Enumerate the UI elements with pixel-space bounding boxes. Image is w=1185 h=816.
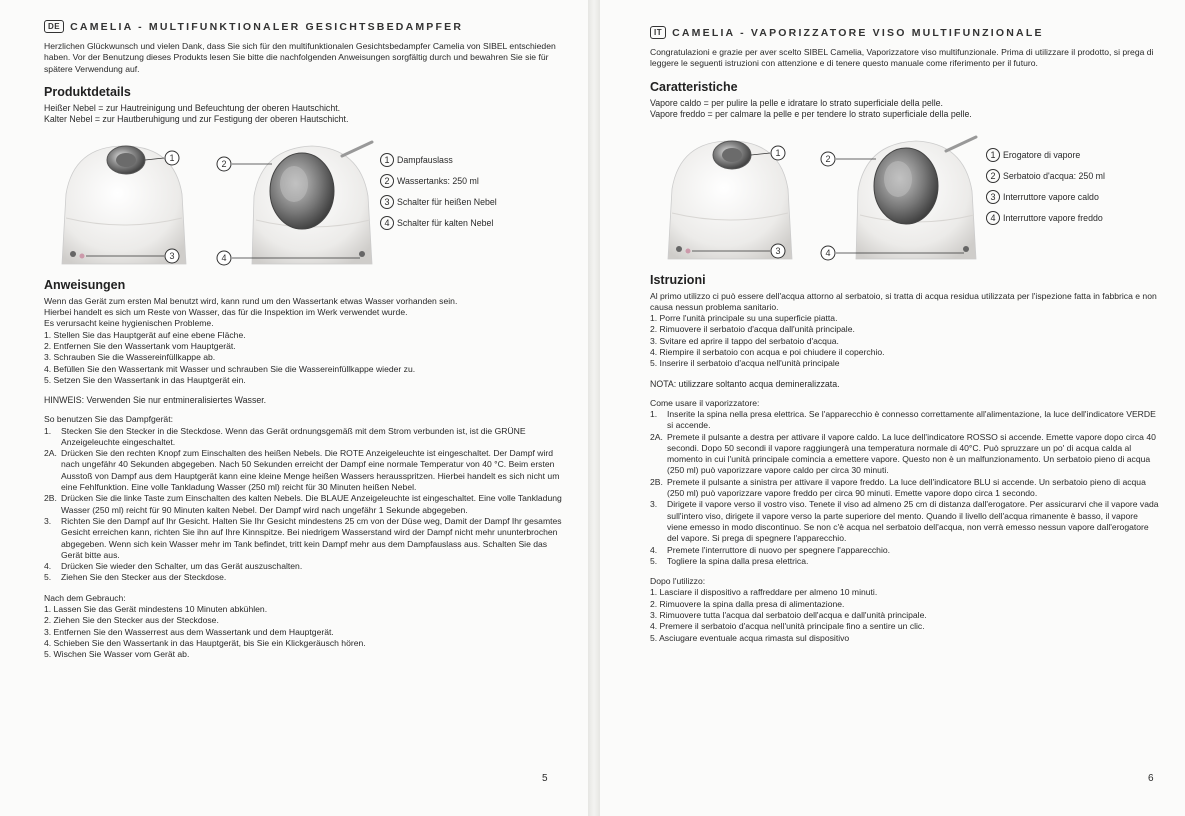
list-item: 4. Schieben Sie den Wassertank in das Hauptgerät, bis Sie ein Klickgeräusch hören. — [44, 637, 366, 648]
legend-item: 2 Wassertanks: 250 ml — [380, 171, 497, 192]
list-item: 1. Lasciare il dispositivo a raffreddare per almeno 10 minuti. — [650, 587, 878, 598]
list-item: 2. Rimuovere la spina dalla presa di alimentazione. — [650, 598, 845, 609]
product-figure — [44, 136, 562, 268]
note-text: NOTA: utilizzare soltanto acqua demineralizzata. — [650, 378, 840, 389]
legend-item: 4 Schalter für kalten Nebel — [380, 213, 497, 234]
callout-number: 2 — [825, 153, 831, 164]
list-item: 5. Wischen Sie Wasser vom Gerät ab. — [44, 649, 190, 660]
list-item: 5. Inserire il serbatoio d'acqua nell'unità principale — [650, 358, 840, 369]
device-front-image — [650, 131, 810, 263]
legend-item: 3 Schalter für heißen Nebel — [380, 192, 497, 213]
device-side-image — [816, 131, 991, 263]
legend-item: 4 Interruttore vapore freddo — [986, 208, 1105, 229]
list-item: 5. Ziehen Sie den Stecker aus der Steckdose. — [44, 572, 227, 583]
title-text: CAMELIA - MULTIFUNKTIONALER GESICHTSBEDAMPFER — [70, 20, 464, 33]
device-front-image — [44, 136, 204, 268]
list-item: 1. Stellen Sie das Hauptgerät auf eine ebene Fläche. — [44, 329, 246, 340]
after-use-heading: Nach dem Gebrauch: — [44, 592, 126, 603]
usage-heading: So benutzen Sie das Dampfgerät: — [44, 414, 173, 425]
page-german — [0, 0, 588, 816]
after-use-heading: Dopo l'utilizzo: — [650, 576, 706, 587]
list-item: 3. Svitare ed aprire il tappo del serbatoio d'acqua. — [650, 335, 839, 346]
usage-steps — [650, 409, 1159, 567]
instructions-intro: Wenn das Gerät zum ersten Mal benutzt wird, kann rund um den Wassertank etwas Wasser vorhanden sein. — [44, 295, 458, 306]
page-italian — [600, 0, 1185, 816]
instructions-heading: Istruzioni — [650, 272, 706, 287]
instructions-heading: Anweisungen — [44, 277, 126, 292]
legend-item: 2 Serbatoio d'acqua: 250 ml — [986, 166, 1105, 187]
list-item: 1. Porre l'unità principale su una superficie piatta. — [650, 313, 838, 324]
callout-number: 4 — [221, 252, 227, 263]
list-item: 4. Premere il serbatoio d'acqua nell'unità principale fino a sentire un clic. — [650, 621, 925, 632]
list-item: 5. Setzen Sie den Wassertank in das Hauptgerät ein. — [44, 374, 246, 385]
callout-number: 3 — [169, 250, 175, 261]
page-number: 5 — [542, 773, 548, 784]
title-text: CAMELIA - VAPORIZZATORE VISO MULTIFUNZIONALE — [672, 26, 1044, 39]
list-item: 3. Rimuovere tutta l'acqua dal serbatoio dell'acqua e dall'unità principale. — [650, 610, 927, 621]
language-flag: IT — [650, 26, 666, 39]
book-spine — [588, 0, 600, 816]
list-item: 2B. Drücken Sie die linke Taste zum Einschalten des kalten Nebels. Die BLAUE Anzeigeleuchte ist eingeschaltet. Eine volle Tankladung Wasser (250 ml) reicht für 90 Minuten kalten Nebel. Der Dampf wird nach ungefähr 1 Sekunde abgegeben. — [44, 493, 562, 515]
page-title — [44, 20, 562, 33]
callout-number: 2 — [221, 158, 227, 169]
details-line: Vapore freddo = per calmare la pelle e per tendere lo strato superficiale della pelle. — [650, 109, 972, 120]
usage-steps — [44, 426, 562, 584]
callout-number: 1 — [775, 147, 781, 158]
page-title — [650, 26, 1159, 39]
list-item: 5. Asciugare eventuale acqua rimasta sul dispositivo — [650, 632, 850, 643]
after-use-steps — [650, 587, 1159, 643]
list-item: 1. Inserite la spina nella presa elettrica. Se l'apparecchio è connesso correttamente all'alimentazione, la luce dell'indicatore VERDE si accende. — [650, 408, 1156, 431]
details-heading: Caratteristiche — [650, 79, 738, 94]
list-item: 3. Schrauben Sie die Wassereinfüllkappe ab. — [44, 352, 216, 363]
list-item: 1. Stecken Sie den Stecker in die Steckdose. Wenn das Gerät ordnungsgemäß mit dem Strom verbunden ist, ist die GRÜNE Anzeigeleuchte eingeschaltet. — [44, 425, 526, 447]
page-number: 6 — [1148, 773, 1154, 784]
list-item: 2. Entfernen Sie den Wassertank vom Hauptgerät. — [44, 341, 236, 352]
callout-number: 3 — [775, 245, 781, 256]
details-heading: Produktdetails — [44, 84, 131, 99]
note-text: HINWEIS: Verwenden Sie nur entmineralisiertes Wasser. — [44, 395, 267, 406]
callout-number: 4 — [825, 247, 831, 258]
instructions-intro: Al primo utilizzo ci può essere dell'acqua attorno al serbatoio, si tratta di acqua residua utilizzata per l'ispezione fatta in fabbrica e non causa nessun problema sanitario. — [650, 290, 1157, 312]
list-item: 2B. Premete il pulsante a sinistra per attivare il vapore freddo. La luce dell'indicatore BLU si accende. Un serbatoio pieno di acqua (250 ml) può vaporizzare vapore freddo per circa 90 minuti. Emette vapore dopo circa 1 secondo. — [650, 476, 1146, 499]
after-use-steps — [44, 604, 562, 660]
instructions-intro: Es verursacht keine hygienischen Probleme. — [44, 318, 214, 329]
parts-legend — [986, 145, 1105, 229]
list-item: 4. Riempire il serbatoio con acqua e poi chiudere il coperchio. — [650, 347, 885, 358]
list-item: 2. Ziehen Sie den Stecker aus der Steckdose. — [44, 615, 219, 626]
list-item: 2A. Premete il pulsante a destra per attivare il vapore caldo. La luce dell'indicatore ROSSO si accende. Emette vapore dopo circa 40 secondi. Dopo 50 secondi il vapore raggiungerà una temperatura normale di 40°C. Può spruzzare un po' di acqua calda al momento in cui l'unità principale comincia a emettere vapore. Questo non è un malfunzionamento. Un serbatoio pieno di acqua (250 ml) può vaporizzare vapore caldo per circa 30 minuti. — [650, 431, 1156, 476]
list-item: 4. Premete l'interruttore di nuovo per spegnere l'apparecchio. — [650, 544, 891, 555]
device-side-image — [212, 136, 387, 268]
setup-steps — [650, 313, 1159, 369]
list-item: 4. Befüllen Sie den Wassertank mit Wasser und schrauben Sie die Wassereinfüllkappe wieder zu. — [44, 363, 416, 374]
intro-text: Congratulazioni e grazie per aver scelto SIBEL Camelia, Vaporizzatore viso multifunzionale. Prima di utilizzare il prodotto, si prega di leggere le seguenti istruzioni con attenzione e di tenere questo manuale come riferimento per il futuro. — [650, 47, 1154, 69]
list-item: 4. Drücken Sie wieder den Schalter, um das Gerät auszuschalten. — [44, 561, 303, 572]
intro-text: Herzlichen Glückwunsch und vielen Dank, dass Sie sich für den multifunktionalen Gesichtsbedampfer Camelia von SIBEL entschieden haben. Vor der Benutzung dieses Produkts lesen Sie bitte die nachfolgenden Anweisungen sorgfältig durch und bewahren Sie sie für spätere Verwendung auf. — [44, 41, 556, 74]
list-item: 3. Entfernen Sie den Wasserrest aus dem Wassertank und dem Hauptgerät. — [44, 626, 334, 637]
list-item: 5. Togliere la spina dalla presa elettrica. — [650, 555, 809, 566]
list-item: 3. Richten Sie den Dampf auf Ihr Gesicht. Halten Sie Ihr Gesicht mindestens 25 cm von der Düse weg, Damit der Dampf Ihr gesamtes Gesicht erreichen kann, richten Sie ihn auf Ihre Kinnspitze. Bei niedrigem Wasserstand wird der Dampf nicht mehr ununterbrochen abgegeben. Wenn sich kein Wasser mehr im Tank befindet, tritt kein Dampf mehr aus dem Dampfauslass aus. Schalten Sie das Gerät bitte aus. — [44, 515, 562, 560]
legend-item: 1 Dampfauslass — [380, 150, 497, 171]
usage-heading: Come usare il vaporizzatore: — [650, 397, 760, 408]
details-line: Vapore caldo = per pulire la pelle e idratare lo strato superficiale della pelle. — [650, 97, 943, 108]
legend-item: 1 Erogatore di vapore — [986, 145, 1105, 166]
legend-item: 3 Interruttore vapore caldo — [986, 187, 1105, 208]
list-item: 3. Dirigete il vapore verso il vostro viso. Tenete il viso ad almeno 25 cm di distanza dall'erogatore. Per assicurarvi che il vapore vada sull'intero viso, dirigete il vapore verso la parte superiore del mento. Quando il livello dell'acqua rimanente è basso, il vapore viene emesso in modo discontinuo. Se non c'è acqua nel serbatoio dell'acqua, non verrà emesso nessun vapore dall'erogatore del vapore. Si prega di spegnere l'apparecchio. — [650, 499, 1159, 544]
language-flag: DE — [44, 20, 64, 33]
details-line: Heißer Nebel = zur Hautreinigung und Befeuchtung der oberen Hautschicht. — [44, 102, 341, 113]
product-figure — [650, 131, 1159, 263]
list-item: 2A. Drücken Sie den rechten Knopf zum Einschalten des heißen Nebels. Die ROTE Anzeigeleuchte ist eingeschaltet. Der Dampf wird nach ungefähr 40 Sekunden abgegeben. Nach 50 Sekunden erreicht der Dampf eine normale Temperatur von 40 °C. Beim ersten Ausstoß von Dampf aus dem Hauptgerät kann eine kleine Menge heißen Wassers herausspritzen. Hierbei handelt es sich nicht um eine Fehlfunktion. Eine volle Tankladung Wasser (250 ml) reicht für 30 Minuten heißen Nebel. — [44, 448, 560, 493]
setup-steps — [44, 330, 562, 386]
list-item: 1. Lassen Sie das Gerät mindestens 10 Minuten abkühlen. — [44, 604, 268, 615]
parts-legend — [380, 150, 497, 234]
details-line: Kalter Nebel = zur Hautberuhigung und zur Festigung der oberen Hautschicht. — [44, 114, 349, 125]
callout-number: 1 — [169, 152, 175, 163]
list-item: 2. Rimuovere il serbatoio d'acqua dall'unità principale. — [650, 324, 855, 335]
instructions-intro: Hierbei handelt es sich um Reste von Wasser, das für die Inspektion im Werk verwendet wurde. — [44, 307, 408, 318]
